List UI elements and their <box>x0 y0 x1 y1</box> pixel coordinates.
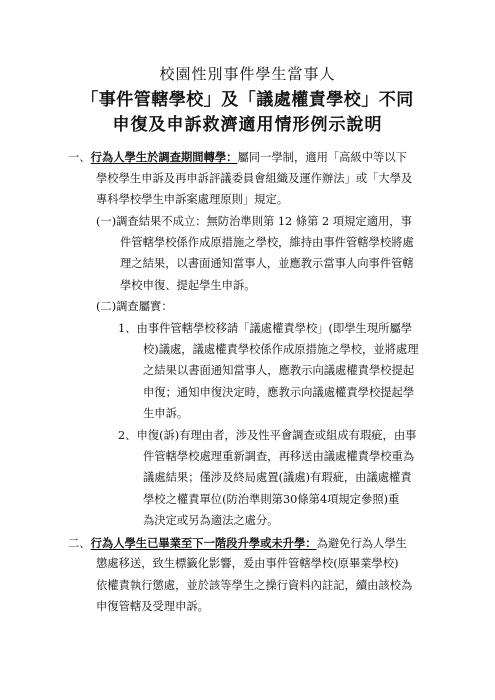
item1-line2: 件管轄學校係作成原措施之學校，維持由事件管轄學校將處 <box>120 236 414 249</box>
sub2-line1 <box>118 429 416 443</box>
section1-line3: 專科學校學生申訴案處理原則」規定。 <box>96 193 289 206</box>
section2-line1 <box>68 536 407 551</box>
item1-line4: 學校申復、提起學生申訴。 <box>120 279 256 292</box>
sub2-line5: 為決定或另為適法之處分。 <box>143 514 279 527</box>
sub1-line2: 校)議處，議處權責學校係作成原措施之學校，並將處理 <box>143 343 419 356</box>
section2-line3: 依權責執行懲處，並於該等學生之操行資料內註記，續由該校為 <box>96 579 413 592</box>
section1-marker: 一、 <box>68 151 91 164</box>
section2-line2: 懲處移送，致生標籤化影響，爰由事件管轄學校(原畢業學校) <box>96 557 399 570</box>
item1-line1 <box>96 215 412 229</box>
doc-title-line3: 申復及申訴救濟適用情形例示說明 <box>112 115 383 135</box>
sub2-line3: 議處結果；僅涉及終局處置(議處)有瑕疵，由議處權責 <box>143 471 412 484</box>
item2-line1 <box>96 300 173 314</box>
section1-line2: 學校學生申訴及再申訴評議委員會組織及運作辦法」或「大學及 <box>96 172 413 185</box>
item2-line1-text: 調查屬實： <box>116 300 173 313</box>
section1-line1-text: 屬同一學制，適用「高級中等以下 <box>237 151 407 164</box>
doc-title-line2: 「事件管轄學校」及「議處權責學校」不同 <box>81 90 414 110</box>
item1-marker: (一) <box>96 215 117 228</box>
section1-heading: 行為人學生於調查期間轉學： <box>90 150 238 164</box>
sub2-line4: 學校之權責單位(防治準則第30條第4項規定參照)重 <box>143 493 400 506</box>
sub1-marker: 1、 <box>118 322 137 335</box>
section2-heading: 行為人學生已畢業至下一階段升學或未升學： <box>90 536 317 550</box>
sub2-line1-text: 申復(訴)有理由者，涉及性平會調查或組成有瑕疵，由事 <box>136 429 417 442</box>
item1-line1-text: 調查結果不成立：無防治準則第 12 條第 2 項規定適用，事 <box>116 215 412 228</box>
section2-line4: 申復管轄及受理申訴。 <box>96 600 209 613</box>
sub1-line4: 申復；通知申復決定時，應教示向議處權責學校提起學 <box>143 386 415 399</box>
section2-line1-text: 為避免行為人學生 <box>316 537 407 550</box>
sub1-line1-text: 由事件管轄學校移請「議處權責學校」(即學生現所屬學 <box>136 322 413 335</box>
sub2-line2: 件管轄學校處理重新調查，再移送由議處權責學校重為 <box>143 450 415 463</box>
item1-line3: 理之結果，以書面通知當事人，並應教示當事人向事件管轄 <box>120 257 414 270</box>
item2-marker: (二) <box>96 300 117 313</box>
section1-line1 <box>68 150 407 165</box>
sub1-line5: 生申訴。 <box>143 407 189 420</box>
section2-marker: 二、 <box>68 537 91 550</box>
doc-title-line1: 校園性別事件學生當事人 <box>159 65 336 83</box>
sub1-line1 <box>118 322 412 336</box>
sub1-line3: 之結果以書面通知當事人，應教示向議處權責學校提起 <box>143 364 415 377</box>
sub2-marker: 2、 <box>118 429 137 442</box>
